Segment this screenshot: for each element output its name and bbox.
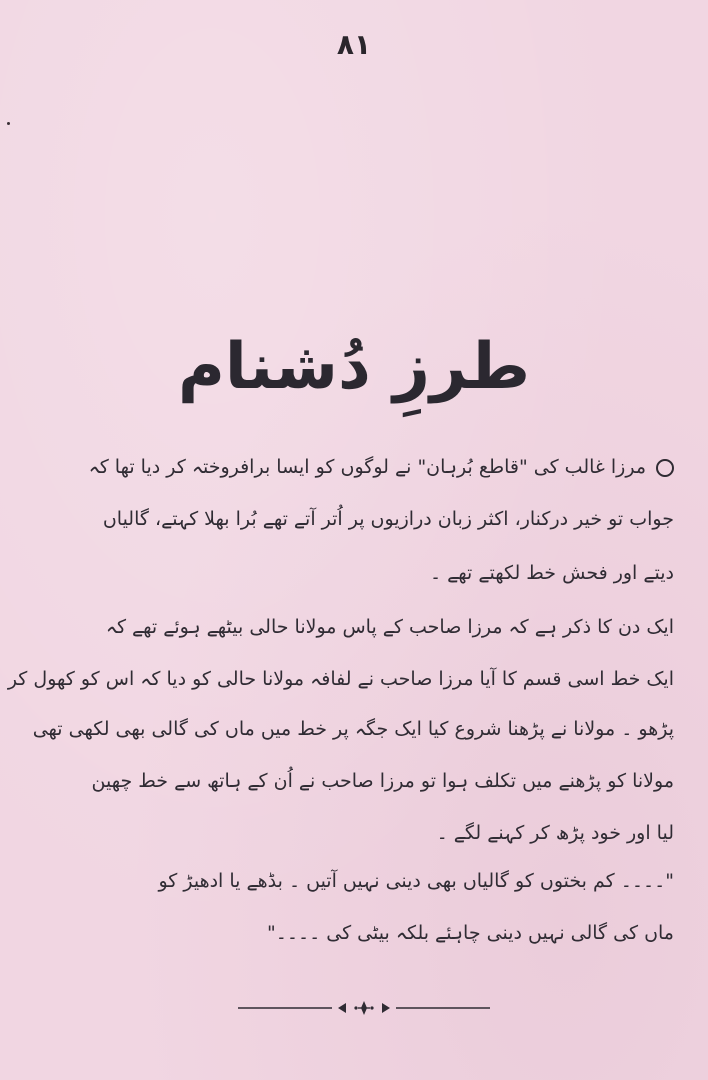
paragraph-1-line-1 bbox=[34, 456, 674, 478]
paragraph-2-line-2: ایک خط اسی قسم کا آیا مرزا صاحب نے لفافہ مولانا حالی کو دیا کہ اس کو کھول کر bbox=[7, 668, 674, 690]
paragraph-2-line-3: پڑھو ۔ مولانا نے پڑھنا شروع کیا ایک جگہ پر خط میں ماں کی گالی بھی لکھی تھی bbox=[32, 718, 674, 740]
quote-line-2: ماں کی گالی نہیں دینی چاہئے بلکہ بیٹی کی ۔۔۔۔" bbox=[266, 922, 674, 944]
circle-bullet-icon bbox=[656, 459, 674, 477]
page-number: ۸۱ bbox=[336, 28, 372, 61]
quote-line-1: "۔۔۔۔ کم بختوں کو گالیاں بھی دینی نہیں آتیں ۔ بڈھے یا ادھیڑ کو bbox=[158, 870, 674, 892]
paragraph-1-line-2: جواب تو خیر درکنار، اکثر زبان درازیوں پر اُتر آتے تھے بُرا بھلا کہتے، گالیاں bbox=[102, 508, 674, 530]
paragraph-1-line-3: دیتے اور فحش خط لکھتے تھے ۔ bbox=[429, 562, 674, 584]
ink-speck bbox=[7, 122, 10, 125]
ornament-divider-icon bbox=[236, 998, 492, 1018]
paragraph-2-line-5: لیا اور خود پڑھ کر کہنے لگے ۔ bbox=[436, 822, 674, 844]
paragraph-2-line-1: ایک دن کا ذکر ہے کہ مرزا صاحب کے پاس مولانا حالی بیٹھے ہوئے تھے کہ bbox=[105, 616, 674, 638]
paragraph-2-line-4: مولانا کو پڑھنے میں تکلف ہوا تو مرزا صاحب نے اُن کے ہاتھ سے خط چھین bbox=[91, 770, 674, 792]
line-text: مرزا غالب کی "قاطع بُرہان" نے لوگوں کو ایسا برافروختہ کر دیا تھا کہ bbox=[88, 456, 646, 478]
chapter-title: طرزِ دُشنام bbox=[177, 330, 531, 404]
